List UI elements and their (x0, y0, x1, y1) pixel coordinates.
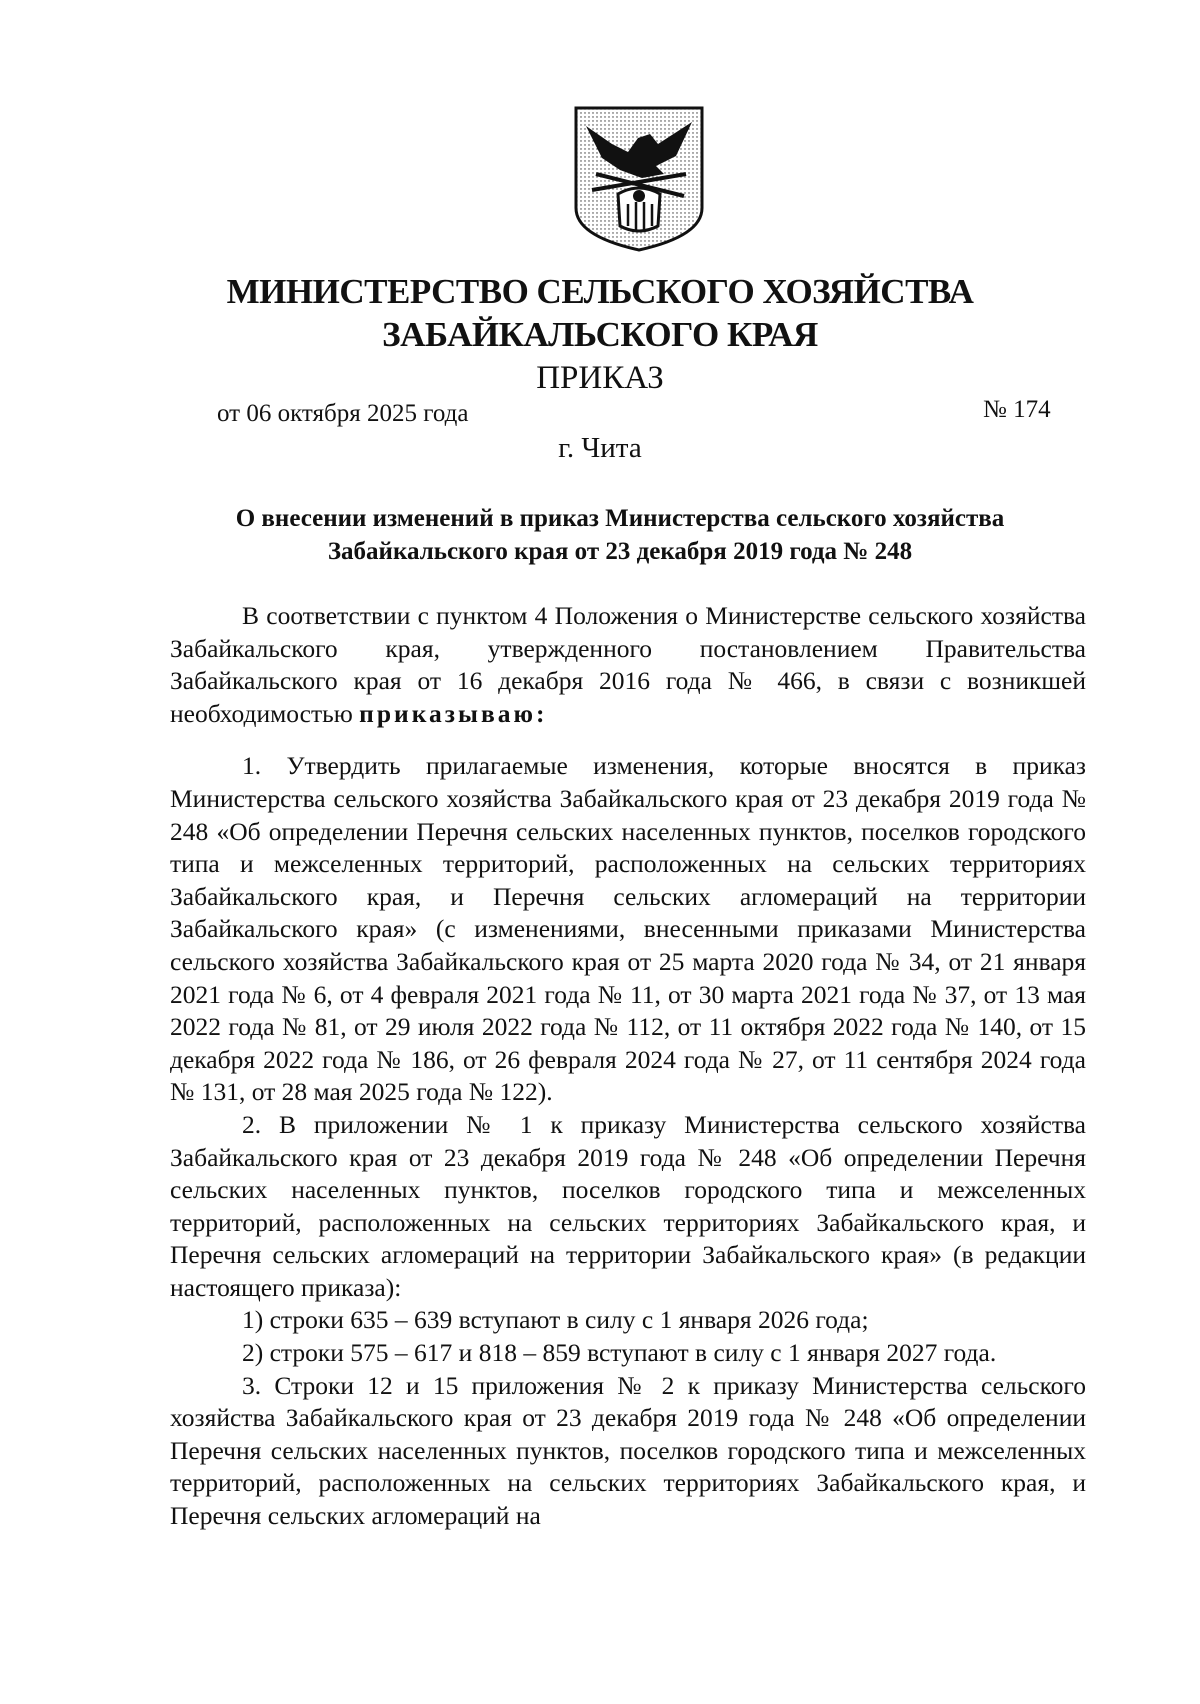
preamble-text: В соответствии с пунктом 4 Положения о Министерстве сельского хозяйства Забайкальского края, утвержденного постановлением Правительства Забайкальского края от 16 декабря 2016 года № 466, в связи с возникшей необходимостью (170, 601, 1086, 728)
item-2-subitem-1: 1) строки 635 – 639 вступают в силу с 1 января 2026 года; (242, 1305, 869, 1335)
preamble-paragraph (170, 600, 1086, 730)
organization-name-line2: ЗАБАЙКАЛЬСКОГО КРАЯ (382, 315, 818, 354)
order-keyword: приказываю: (359, 698, 548, 728)
document-subject-line1: О внесении изменений в приказ Министерства сельского хозяйства (235, 505, 1005, 532)
item-3-paragraph: 3. Строки 12 и 15 приложения № 2 к приказу Министерства сельского хозяйства Забайкальского края от 23 декабря 2019 года № 248 «Об определении Перечня сельских населенных пунктов, поселков городского типа и межселенных территорий, расположенных на сельских территориях Забайкальского края, и Перечня сельских агломераций на (170, 1370, 1086, 1531)
document-type: ПРИКАЗ (536, 360, 664, 396)
item-1-paragraph: 1. Утвердить прилагаемые изменения, которые вносятся в приказ Министерства сельского хозяйства Забайкальского края от 23 декабря 2019 года № 248 «Об определении Перечня сельских населенных пунктов, поселков городского типа и межселенных территорий, расположенных на сельских территориях Забайкальского края, и Перечня сельских агломераций на территории Забайкальского края» (с изменениями, внесенными приказами Министерства сельского хозяйства Забайкальского края от 25 марта 2020 года № 34, от 21 января 2021 года № 6, от 4 февраля 2021 года № 11, от 30 марта 2021 года № 37, от 13 мая 2022 года № 81, от 29 июля 2022 года № 112, от 11 октября 2022 года № 140, от 15 декабря 2022 года № 186, от 26 февраля 2024 года № 27, от 11 сентября 2024 года № 131, от 28 мая 2025 года № 122). (170, 751, 1086, 1107)
organization-name (0, 270, 1200, 356)
coat-of-arms-icon (572, 104, 706, 252)
document-date: от 06 октября 2025 года (217, 400, 469, 427)
document-subject (160, 502, 1080, 568)
organization-name-line1: МИНИСТЕРСТВО СЕЛЬСКОГО ХОЗЯЙСТВА (226, 272, 974, 311)
item-2-paragraph: 2. В приложении № 1 к приказу Министерства сельского хозяйства Забайкальского края от 23 декабря 2019 года № 248 «Об определении Перечня сельских населенных пунктов, поселков городского типа и межселенных территорий, расположенных на сельских территориях Забайкальского края, и Перечня сельских агломераций на территории Забайкальского края» (в редакции настоящего приказа): (170, 1109, 1086, 1302)
document-subject-line2: Забайкальского края от 23 декабря 2019 года № 248 (327, 538, 913, 565)
coat-of-arms-emblem (572, 104, 706, 252)
document-body (170, 600, 1086, 1533)
document-number: № 174 (983, 396, 1051, 423)
document-city: г. Чита (558, 432, 642, 464)
item-2-subitem-2: 2) строки 575 – 617 и 818 – 859 вступают в силу с 1 января 2027 года. (242, 1338, 997, 1368)
